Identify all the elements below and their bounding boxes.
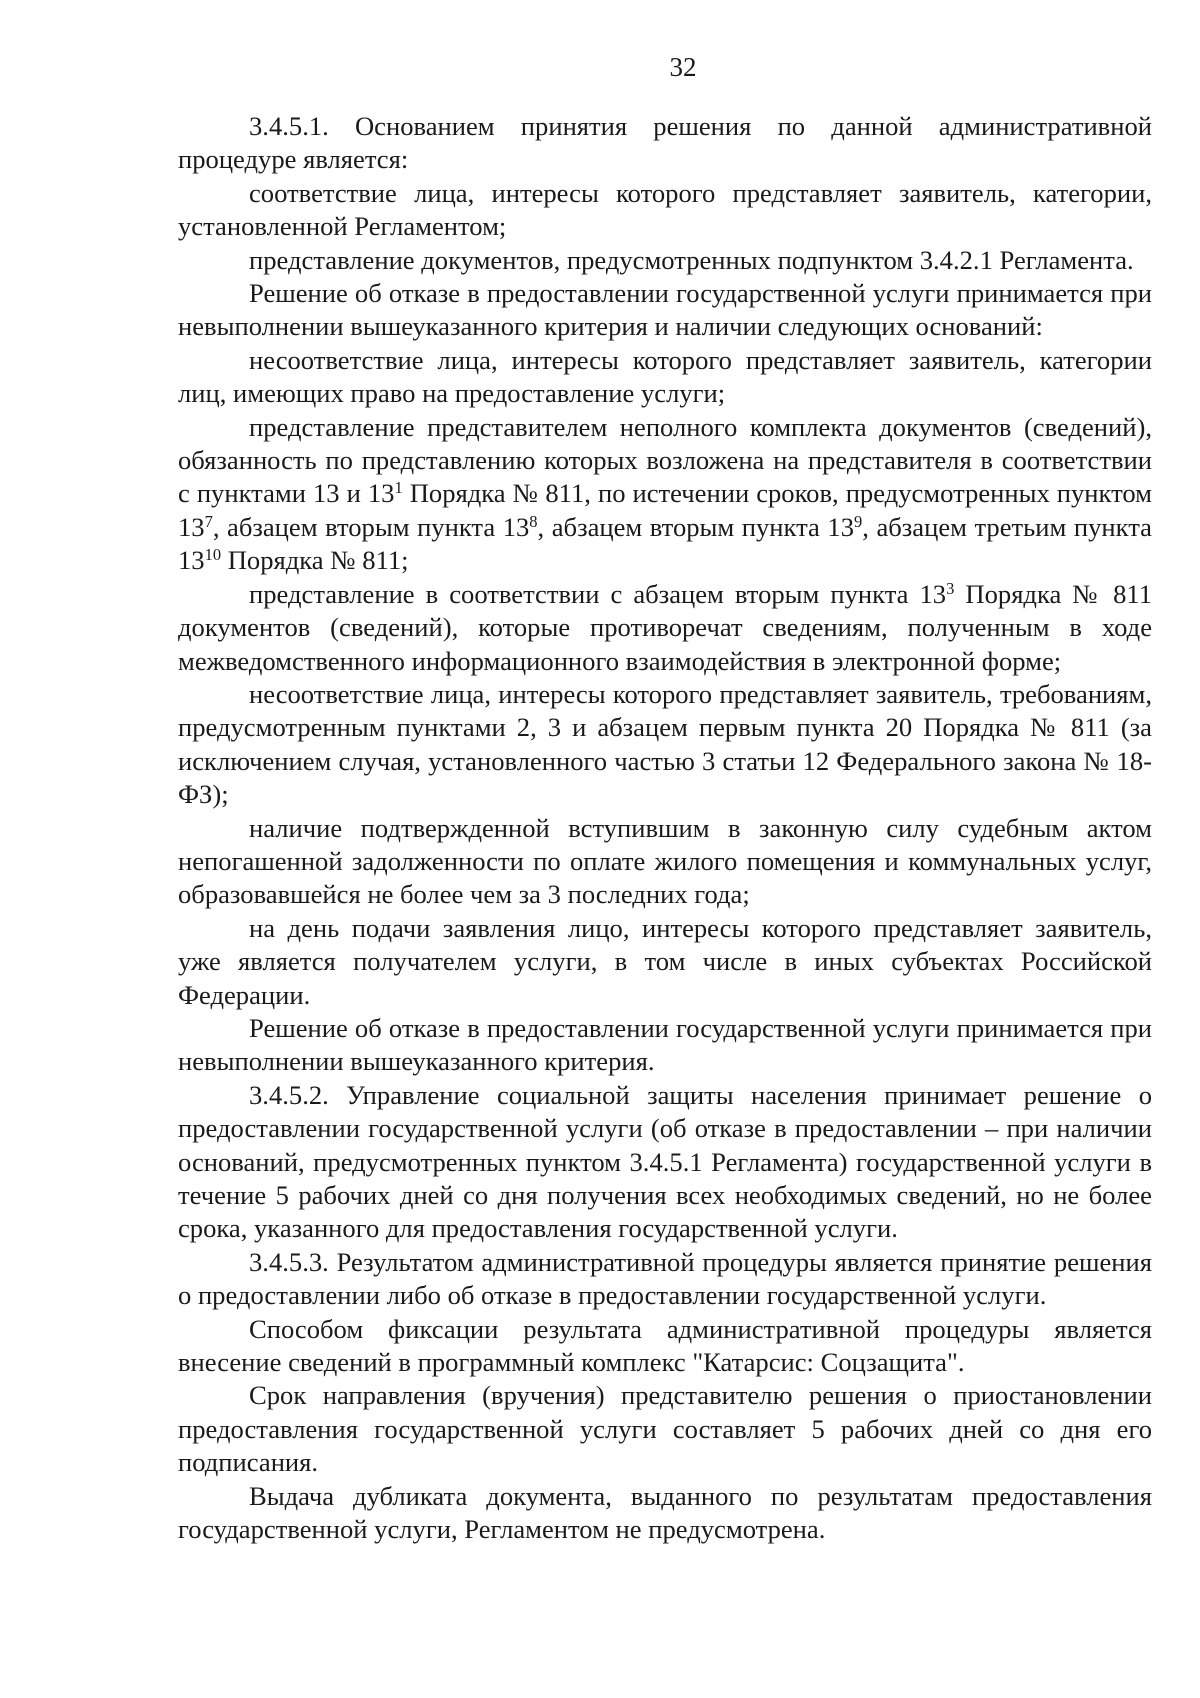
paragraph: [178, 1012, 1152, 1079]
paragraph: [178, 244, 1152, 277]
paragraph-text: Решение об отказе в предоставлении государственной услуги принимается при невыполнении вышеуказанного критерия.: [178, 1012, 1152, 1077]
paragraph-text: , абзацем третьим пункта 13: [178, 511, 1152, 576]
paragraph: [178, 110, 1152, 177]
paragraph: [178, 411, 1152, 578]
paragraph: [178, 678, 1152, 812]
superscript: 8: [529, 511, 538, 531]
page-number: 32: [669, 52, 697, 82]
paragraph-text: , абзацем вторым пункта 13: [537, 511, 854, 542]
paragraph-text: , абзацем вторым пункта 13: [212, 511, 530, 542]
paragraph: [178, 344, 1152, 411]
paragraph-text: наличие подтвержденной вступившим в законную силу судебным актом непогашенной задолженности по оплате жилого помещения и коммунальных услуг, образовавшейся не более чем за 3 последних года;: [178, 812, 1152, 910]
paragraph-text: Решение об отказе в предоставлении государственной услуги принимается при невыполнении вышеуказанного критерия и наличии следующих оснований:: [178, 278, 1152, 342]
document-body: [178, 110, 1152, 1546]
paragraph-text: несоответствие лица, интересы которого представляет заявитель, категории лиц, имеющих право на предоставление услуги;: [178, 344, 1152, 409]
superscript: 10: [204, 545, 222, 565]
paragraph-text: на день подачи заявления лицо, интересы которого представляет заявитель, уже является получателем услуги, в том числе в иных субъектах Российской Федерации.: [178, 912, 1152, 1010]
paragraph: [178, 1480, 1152, 1547]
paragraph: [178, 912, 1152, 1012]
paragraph-text: Выдача дубликата документа, выданного по результатам предоставления государственной услуги, Регламентом не предусмотрена.: [178, 1480, 1152, 1545]
paragraph-text: 3.4.5.1. Основанием принятия решения по данной административной процедуре является:: [178, 111, 1152, 175]
superscript: 1: [394, 478, 403, 498]
paragraph-text: представление документов, предусмотренных подпунктом 3.4.2.1 Регламента.: [249, 244, 1134, 275]
superscript: 9: [854, 511, 863, 531]
paragraph: [178, 1079, 1152, 1246]
paragraph-text: Порядка № 811;: [221, 545, 409, 576]
paragraph-text: Порядка № 811 документов (сведений), которые противоречат сведениям, полученным в ходе межведомственного информационного взаимодействия в электронной форме;: [178, 578, 1152, 676]
paragraph: [178, 578, 1152, 678]
superscript: 3: [946, 578, 955, 598]
paragraph-text: соответствие лица, интересы которого представляет заявитель, категории, установленной Регламентом;: [178, 177, 1152, 242]
paragraph-text: представление в соответствии с абзацем вторым пункта 13: [249, 578, 947, 609]
paragraph: [178, 277, 1152, 344]
paragraph-text: Порядка № 811, по истечении сроков, предусмотренных пунктом 13: [178, 478, 1152, 542]
paragraph-text: Способом фиксации результата административной процедуры является внесение сведений в программный комплекс "Катарсис: Соцзащита".: [178, 1313, 1152, 1378]
superscript: 7: [204, 511, 213, 531]
paragraph-text: несоответствие лица, интересы которого представляет заявитель, требованиям, предусмотренным пунктами 2, 3 и абзацем первым пункта 20 Порядка № 811 (за исключением случая, установленного частью 3 статьи 12 Федерального закона № 18-ФЗ);: [178, 678, 1152, 810]
paragraph: [178, 177, 1152, 244]
paragraph-text: 3.4.5.2. Управление социальной защиты населения принимает решение о предоставлении государственной услуги (об отказе в предоставлении – при наличии оснований, предусмотренных пунктом 3.4.5.1 Регламента) государственной услуги в течение 5 рабочих дней со дня получения всех необходимых сведений, но не более срока, указанного для предоставления государственной услуги.: [178, 1079, 1152, 1244]
paragraph: [178, 1379, 1152, 1479]
paragraph-text: Срок направления (вручения) представителю решения о приостановлении предоставления государственной услуги составляет 5 рабочих дней со дня его подписания.: [178, 1380, 1152, 1478]
paragraph-text: 3.4.5.3. Результатом административной процедуры является принятие решения о предоставлении либо об отказе в предоставлении государственной услуги.: [178, 1246, 1152, 1311]
paragraph: [178, 1313, 1152, 1380]
paragraph: [178, 812, 1152, 912]
paragraph-text: представление представителем неполного комплекта документов (сведений), обязанность по представлению которых возложена на представителя в соответствии с пунктами 13 и 13: [178, 411, 1152, 509]
paragraph: [178, 1246, 1152, 1313]
